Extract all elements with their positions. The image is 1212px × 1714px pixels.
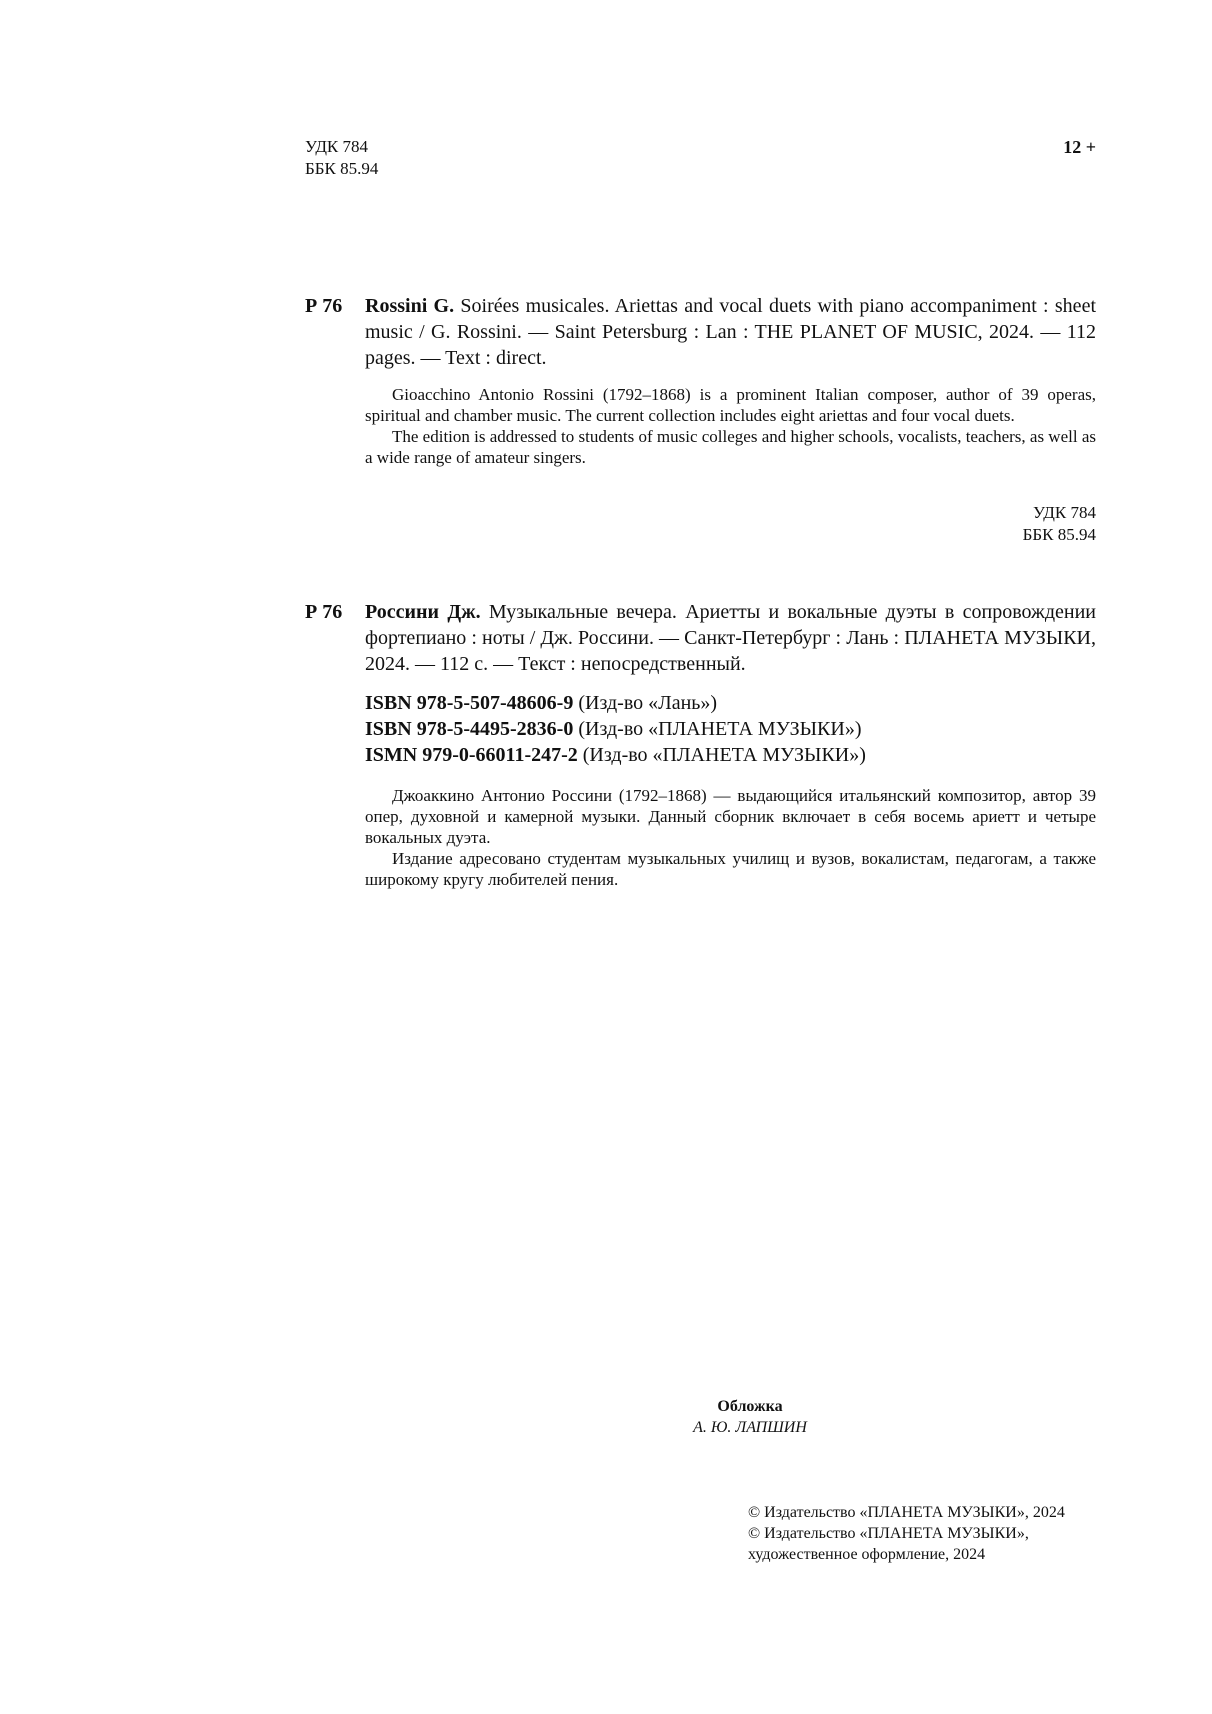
identifier-publisher: (Изд-во «Лань») (573, 692, 718, 714)
english-entry-code: Р 76 (305, 295, 343, 317)
english-annotation (365, 384, 1096, 468)
russian-annotation-paragraph-1: Джоаккино Антонио Россини (1792–1868) — выдающийся итальянский композитор, автор 39 опер, духовной и камерной музыки. Данный сборник включает в себя восемь ариетт и четыре вокальных дуэта. (365, 786, 1096, 847)
top-bbk: ББК 85.94 (305, 159, 379, 178)
copyright-line-3: художественное оформление, 2024 (748, 1546, 986, 1563)
identifier-list (365, 690, 1096, 768)
russian-entry-code: Р 76 (305, 601, 343, 623)
english-classification (900, 502, 1096, 546)
russian-annotation-paragraph-2: Издание адресовано студентам музыкальных училищ и вузов, вокалистам, педагогам, а также широкому кругу любителей пения. (365, 849, 1096, 889)
russian-annotation (365, 785, 1096, 890)
english-entry-description (365, 293, 1096, 371)
identifier-publisher: (Изд-во «ПЛАНЕТА МУЗЫКИ») (577, 744, 866, 766)
english-entry-body: Soirées musicales. Ariettas and vocal duets with piano accompaniment : sheet music / G. Rossini. — Saint Petersburg : Lan : THE PLANET OF MUSIC, 2024. — 112 pages. — Text : direct. (365, 295, 1096, 369)
cover-credit (640, 1396, 860, 1438)
copyright-line-2: © Издательство «ПЛАНЕТА МУЗЫКИ», (748, 1525, 1029, 1542)
english-bbk: ББК 85.94 (1022, 525, 1096, 544)
identifier-line (365, 716, 1096, 742)
russian-entry-description (365, 599, 1096, 677)
english-entry-author: Rossini G. (365, 295, 455, 317)
age-rating-mark: 12 + (1063, 137, 1096, 157)
copyright-line-1: © Издательство «ПЛАНЕТА МУЗЫКИ», 2024 (748, 1504, 1065, 1521)
identifier-number: ISBN 978-5-507-48606-9 (365, 692, 574, 714)
english-annotation-paragraph-2: The edition is addressed to students of music colleges and higher schools, vocalists, teachers, as well as a wide range of amateur singers. (365, 427, 1096, 467)
copyright-block (748, 1502, 1108, 1565)
russian-entry-author: Россини Дж. (365, 601, 481, 623)
english-udk: УДК 784 (1032, 503, 1096, 522)
top-udk: УДК 784 (305, 137, 369, 156)
cover-designer: А. Ю. ЛАПШИН (693, 1419, 807, 1436)
identifier-line (365, 742, 1096, 768)
identifier-line (365, 690, 1096, 716)
cover-label: Обложка (717, 1398, 783, 1415)
identifier-number: ISBN 978-5-4495-2836-0 (365, 718, 574, 740)
top-classification (305, 136, 378, 180)
identifier-publisher: (Изд-во «ПЛАНЕТА МУЗЫКИ») (573, 718, 862, 740)
english-annotation-paragraph-1: Gioacchino Antonio Rossini (1792–1868) is a prominent Italian composer, author of 39 operas, spiritual and chamber music. The current collection includes eight ariettas and four vocal duets. (365, 385, 1096, 425)
russian-entry-body: Музыкальные вечера. Ариетты и вокальные дуэты в сопровождении фортепиано : ноты / Дж. Россини. — Санкт-Петербург : Лань : ПЛАНЕТА МУЗЫКИ, 2024. — 112 с. — Текст : непосредственный. (365, 601, 1096, 675)
identifier-number: ISMN 979-0-66011-247-2 (365, 744, 578, 766)
